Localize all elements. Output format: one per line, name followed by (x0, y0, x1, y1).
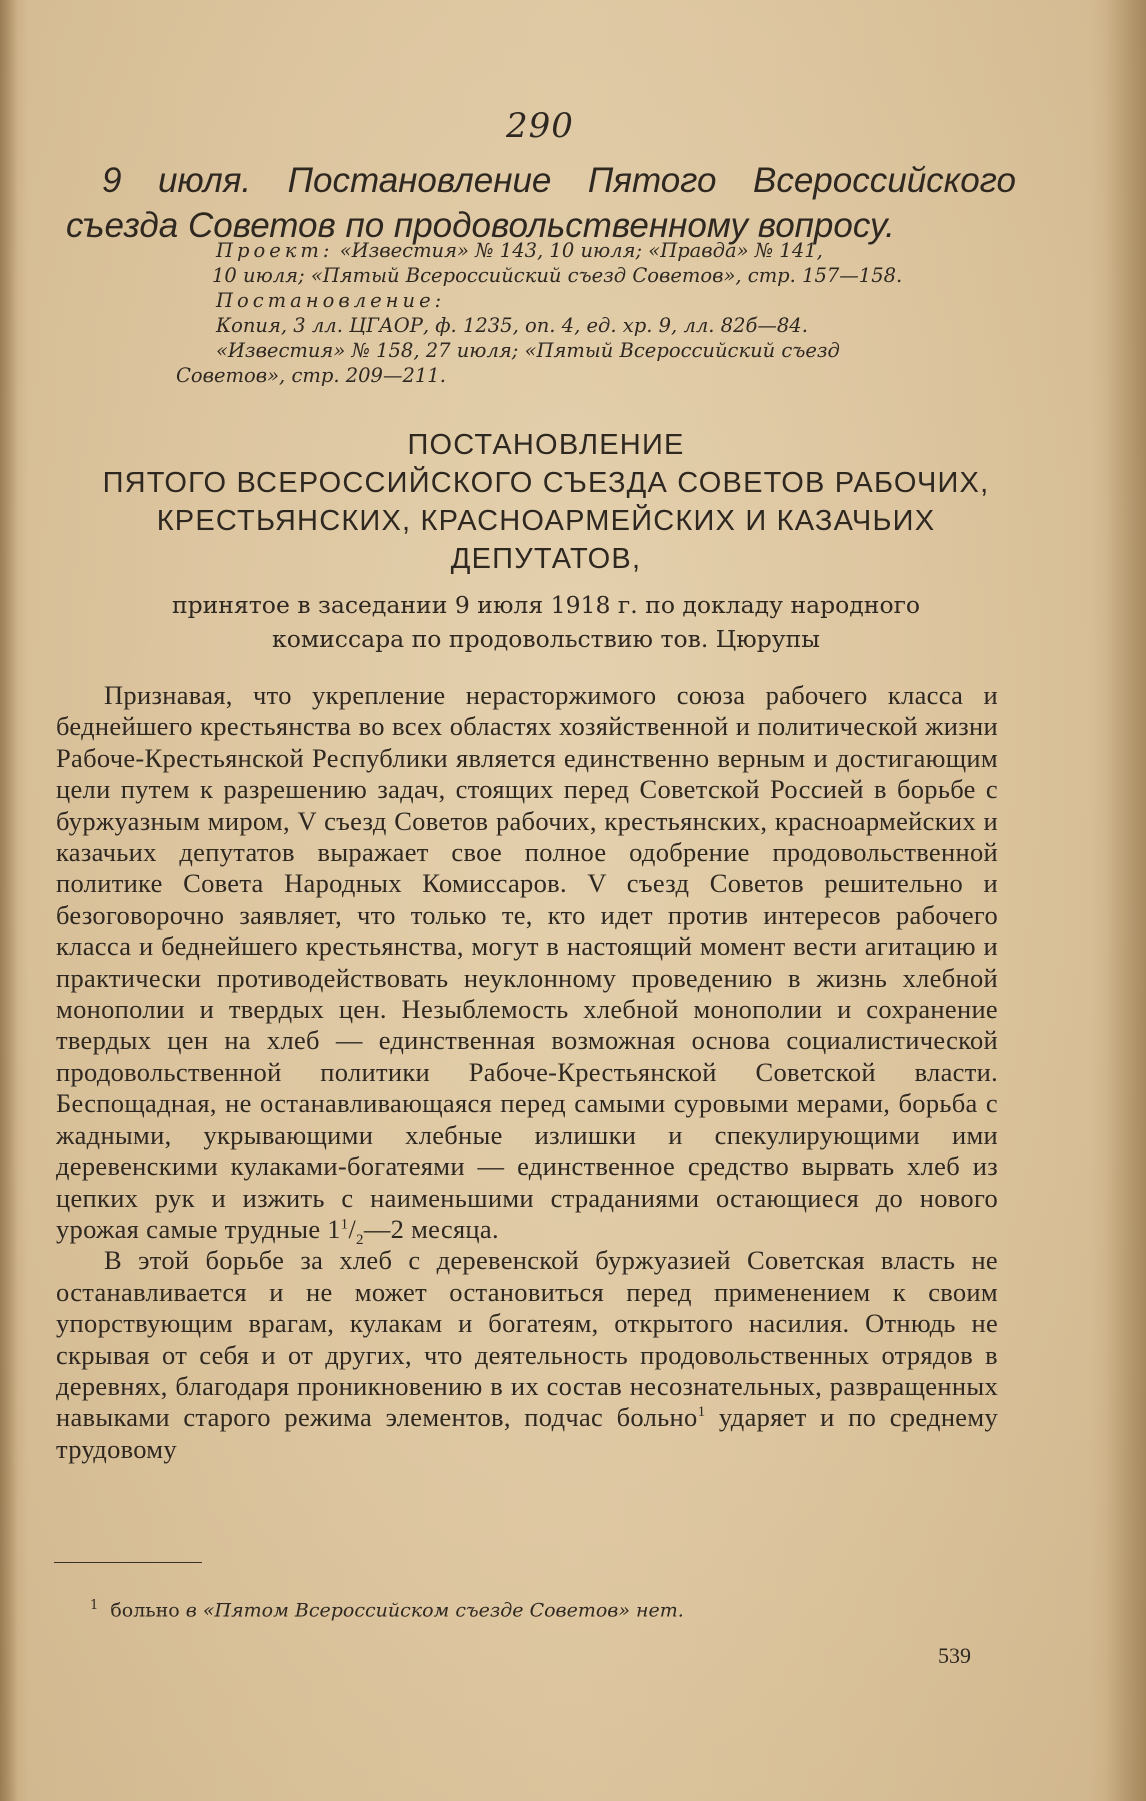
fraction: $1^1/_2$ (327, 1214, 364, 1249)
paragraph-1-tail: —2 месяца. (363, 1213, 499, 1244)
paragraph-1-text: Признавая, что укрепление нерасторжимого союза рабочего класса и беднейшего крестьянства во всех областях хозяйственной и политической жизни Рабоче-Крестьянской Республики является единственно верным и достигающим цели путем к разрешению задач, стоящих перед Советской Россией в борьбе с буржуазным миром, V съезд Советов рабочих, крестьянских, красноармейских и казачьих депутатов выражает свое полное одобрение продовольственной политике Совета Народных Комиссаров. V съезд Советов решительно и безоговорочно заявляет, что только те, кто идет против интересов рабочего класса и беднейшего крестьянства, могут в настоящий момент вести агитацию и практически противодействовать неуклонному проведению в жизнь хлебной монополии и твердых цен. Незыблемость хлебной монополии и сохранение твердых цен на хлеб — единственная возможная основа социалистической продовольственной политики Рабоче-Крестьянской Советской власти. Беспощадная, не останавливающаяся перед самыми суровыми мерами, борьба с жадными, укрывающими хлебные излишки и спекулирующими ими деревенскими кулаками-богатеями — единственное средство вырвать хлеб из цепких рук и изжить с наименьшими страданиями остающиеся до нового урожая самые трудные (56, 680, 998, 1244)
document-title: 9 июля. Постановление Пятого Всероссийского съезда Советов по продовольственному вопросу. (66, 161, 1016, 245)
footnote-lead: больно (110, 1599, 180, 1622)
page-number: 539 (938, 1643, 971, 1668)
heading-line-2: ПЯТОГО ВСЕРОССИЙСКОГО СЪЕЗДА СОВЕТОВ РАБОЧИХ, (102, 467, 990, 499)
paragraph-1 (56, 680, 998, 1249)
heading-line-1: ПОСТАНОВЛЕНИЕ (407, 429, 685, 461)
footnote (90, 1594, 990, 1622)
project-source-cont: 10 июля; «Пятый Всероссийский съезд Советов», стр. 157—158. (212, 264, 903, 287)
subheading-line-2: комиссара по продовольствию тов. Цюрупы (272, 625, 820, 653)
resolution-source-3: Советов», стр. 209—211. (176, 364, 446, 387)
fraction-numerator: 1 (340, 1216, 349, 1233)
footnote-italic: в «Пятом Всероссийском съезде Советов» нет. (185, 1599, 684, 1622)
footnote-divider (54, 1562, 202, 1563)
page-edge-shadow (1106, 0, 1146, 1801)
resolution-subheading (96, 588, 996, 656)
paragraph-2-tail: ударяет и по среднему трудовому (56, 1402, 998, 1464)
page-gutter-shadow (0, 0, 18, 1801)
paragraph-2 (56, 1245, 998, 1465)
footnote-mark: 1 (90, 1598, 99, 1613)
resolution-source-2: «Известия» № 158, 27 июля; «Пятый Всероссийский съезд (216, 339, 840, 362)
project-label: Проект: (216, 239, 334, 262)
fraction-whole: 1 (327, 1214, 341, 1244)
heading-line-3: КРЕСТЬЯНСКИХ, КРАСНОАРМЕЙСКИХ И КАЗАЧЬИХ (156, 505, 936, 537)
subheading-line-1: принятое в заседании 9 июля 1918 г. по докладу народного (171, 591, 921, 619)
paragraph-2-text: В этой борьбе за хлеб с деревенской буржуазией Советская власть не останавливается и не может остановиться перед применением к своим упорствующим врагам, кулакам и богатеям, открытого насилия. Отнюдь не скрывая от себя и от других, что деятельность продовольственных отрядов в деревнях, благодаря проникновению в их состав несознательных, развращенных навыками старого режима элементов, подчас больно (56, 1245, 998, 1433)
document-number: 290 (506, 106, 574, 146)
source-references (176, 238, 1008, 388)
footnote-reference[interactable]: 1 (697, 1404, 706, 1421)
project-source: «Известия» № 143, 10 июля; «Правда» № 141, (339, 239, 823, 262)
resolution-source-1: Копия, 3 лл. ЦГАОР, ф. 1235, оп. 4, ед. хр. 9, лл. 82б—84. (216, 314, 808, 337)
heading-line-4: ДЕПУТАТОВ, (450, 543, 642, 575)
resolution-body (56, 680, 998, 1465)
resolution-label: Постановление: (216, 289, 446, 312)
fraction-denominator: 2 (356, 1232, 364, 1249)
resolution-heading (66, 426, 1026, 578)
